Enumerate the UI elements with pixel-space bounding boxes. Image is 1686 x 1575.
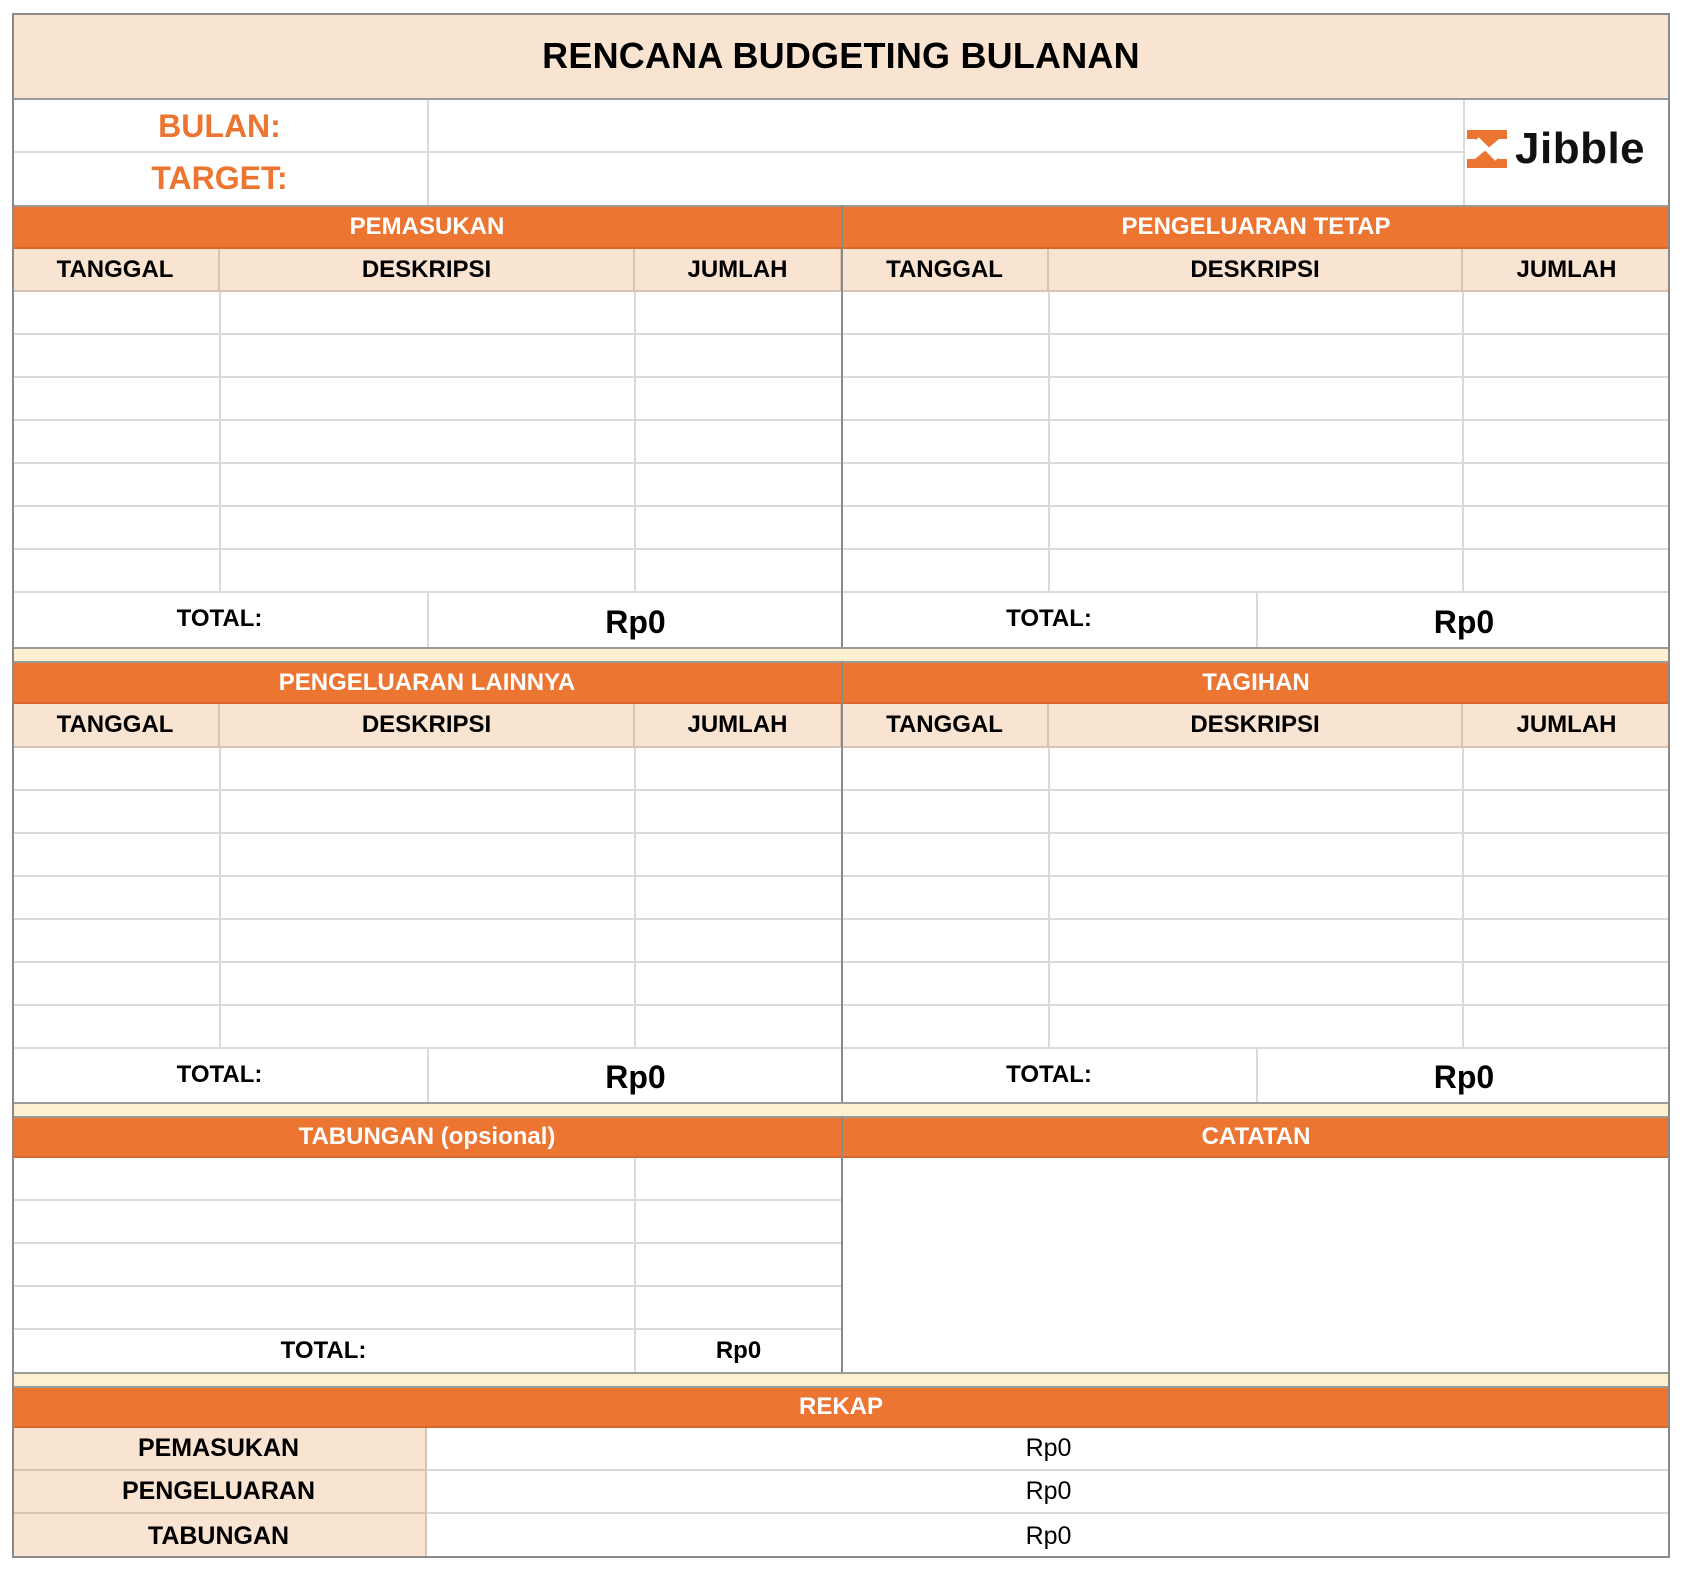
total-value-pengeluaran-lainnya: Rp0 [427,1049,842,1102]
rekap-label-pemasukan: PEMASUKAN [12,1428,427,1471]
col-header-jumlah: JUMLAH [635,704,842,748]
col-header-jumlah: JUMLAH [1463,704,1670,748]
rekap-label-pengeluaran: PENGELUARAN [12,1471,427,1514]
col-header-tanggal: TANGGAL [842,704,1049,748]
bulan-label: BULAN: [158,107,281,144]
col-header-deskripsi: DESKRIPSI [220,249,635,292]
rekap-value-pengeluaran: Rp0 [427,1471,1670,1514]
section-header-rekap: REKAP [12,1386,1670,1428]
total-value-tabungan: Rp0 [715,1337,762,1364]
total-value-tagihan: Rp0 [1256,1049,1670,1102]
rekap-label-tabungan: TABUNGAN [12,1514,427,1558]
col-header-jumlah: JUMLAH [635,249,842,292]
total-label-tabungan: TOTAL: [280,1337,367,1364]
section-header-pengeluaran-lainnya: PENGELUARAN LAINNYA [12,661,842,704]
rekap-value-tabungan: Rp0 [1025,1521,1072,1550]
section-header-pemasukan: PEMASUKAN [12,205,842,249]
col-header-deskripsi: DESKRIPSI [1049,249,1463,292]
total-label-pengeluaran-lainnya: TOTAL: [176,1061,263,1088]
sheet-title: RENCANA BUDGETING BULANAN [12,13,1670,100]
sheet-border [12,13,1670,1558]
total-value-pengeluaran-tetap: Rp0 [1256,593,1670,647]
section-header-tabungan: TABUNGAN (opsional) [12,1116,842,1158]
total-value-pemasukan: Rp0 [427,593,842,647]
target-label: TARGET: [151,160,288,196]
col-header-deskripsi: DESKRIPSI [220,704,635,748]
section-header-catatan: CATATAN [842,1116,1670,1158]
col-header-tanggal: TANGGAL [842,249,1049,292]
rekap-value-pemasukan: Rp0 [427,1428,1670,1471]
logo-text: Jibble [1515,124,1646,173]
section-header-pengeluaran-tetap: PENGELUARAN TETAP [842,205,1670,249]
total-label-pemasukan: TOTAL: [176,605,263,632]
section-header-tagihan: TAGIHAN [842,661,1670,704]
col-header-jumlah: JUMLAH [1463,249,1670,292]
total-label-pengeluaran-tetap: TOTAL: [1006,605,1092,632]
col-header-tanggal: TANGGAL [12,704,220,748]
total-label-tagihan: TOTAL: [1006,1061,1092,1088]
col-header-tanggal: TANGGAL [12,249,220,292]
col-header-deskripsi: DESKRIPSI [1049,704,1463,748]
